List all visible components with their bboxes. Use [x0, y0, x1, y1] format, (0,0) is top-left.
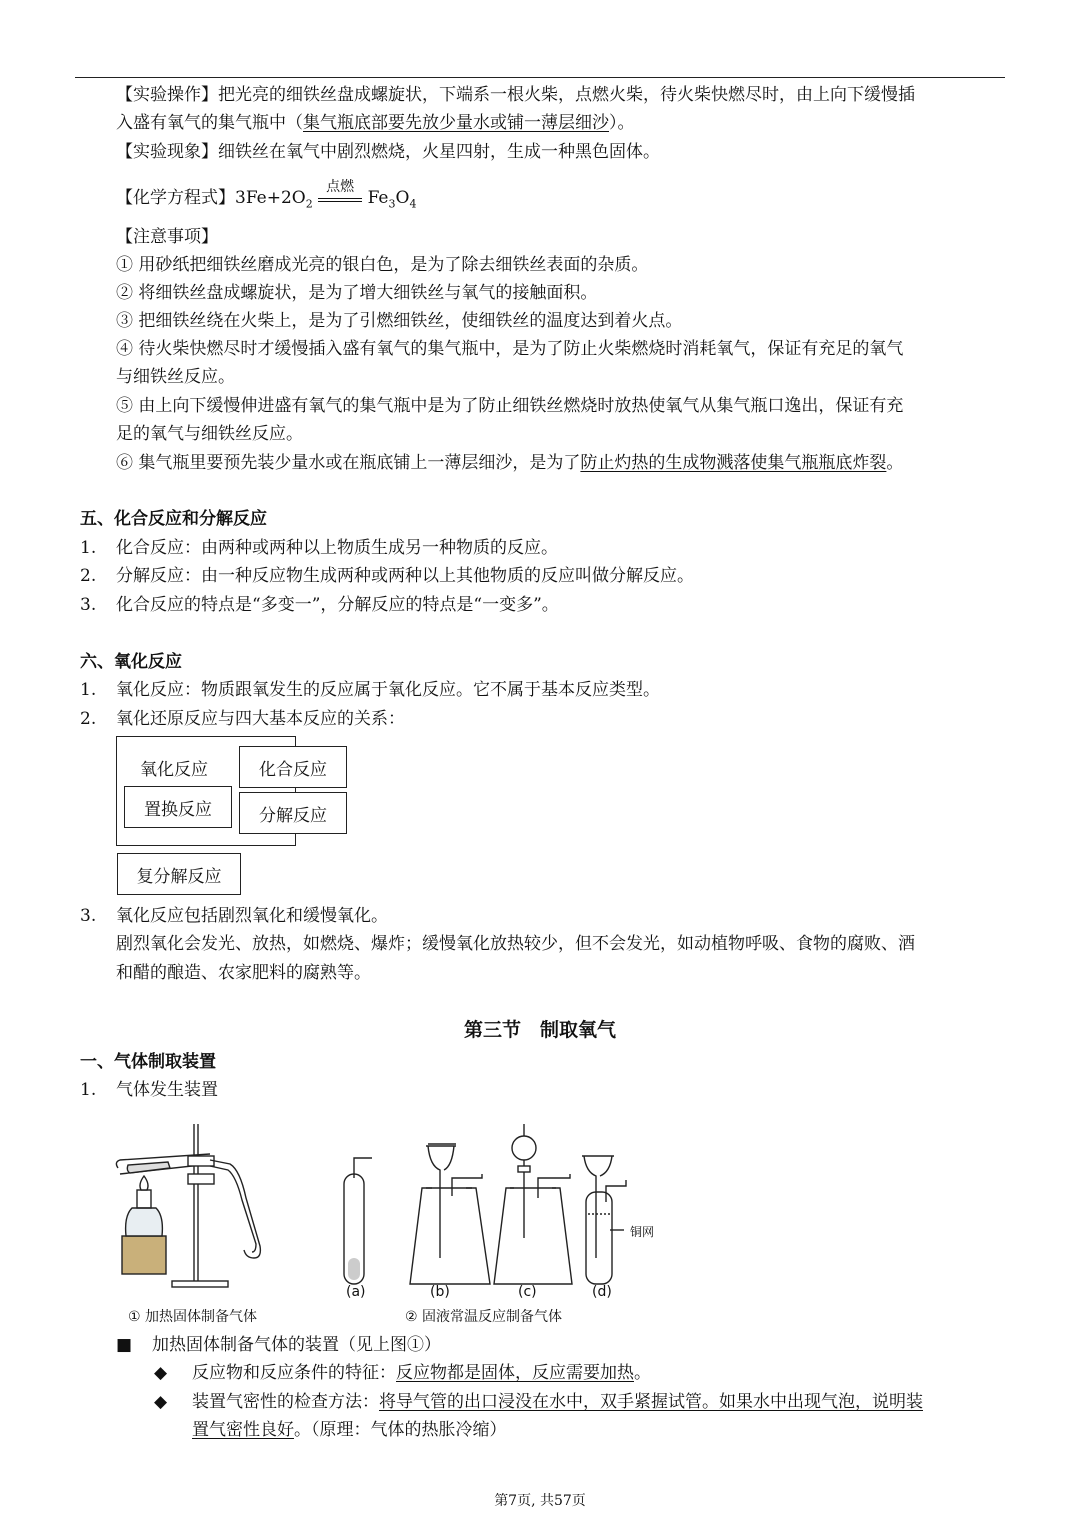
section-5-title: 五、化合反应和分解反应: [80, 509, 267, 529]
section-6-title: 六、氧化反应: [80, 652, 182, 672]
note-4-line1: ④ 待火柴快燃尽时才缓慢插入盛有氧气的集气瓶中，是为了防止火柴燃烧时消耗氧气，保证有充足的氧气: [116, 339, 904, 359]
bullet-square: ■: [116, 1335, 133, 1355]
section-title: 第三节 制取氧气: [463, 1019, 616, 1041]
apparatus-d: [582, 1156, 626, 1284]
combination-box: 化合反应: [239, 746, 347, 788]
heating-apparatus: [116, 1124, 260, 1287]
s5-item-1-num: 1.: [80, 538, 97, 558]
gas-generation-apparatus: [110, 1118, 670, 1308]
bullet-heating-apparatus: 加热固体制备气体的装置（见上图①）: [152, 1335, 441, 1355]
double-decomposition-box: 复分解反应: [117, 853, 241, 895]
note-1: ① 用砂纸把细铁丝磨成光亮的银白色，是为了除去细铁丝表面的杂质。: [116, 255, 649, 275]
s6-item-2: 氧化还原反应与四大基本反应的关系：: [116, 709, 405, 729]
s5-item-3-num: 3.: [80, 595, 97, 615]
label-a: (a): [346, 1284, 366, 1300]
s5-item-2: 分解反应：由一种反应物生成两种或两种以上其他物质的反应叫做分解反应。: [116, 566, 694, 586]
apparatus-c: [494, 1124, 572, 1284]
subsection-1-title: 一、气体制取装置: [80, 1052, 216, 1072]
label-d: (d): [592, 1284, 612, 1300]
caption-heating: ① 加热固体制备气体: [128, 1309, 258, 1325]
s5-item-3: 化合反应的特点是“多变一”，分解反应的特点是“一变多”。: [116, 595, 559, 615]
note-5-line1: ⑤ 由上向下缓慢伸进盛有氧气的集气瓶中是为了防止细铁丝燃烧时放热使氧气从集气瓶口逸出，保证有充: [116, 396, 904, 416]
note-5-line2: 足的氧气与细铁丝反应。: [116, 424, 303, 444]
page-number: 第7页, 共57页: [494, 1493, 586, 1509]
airtightness-check-line2: 置气密性良好。（原理：气体的热胀冷缩）: [192, 1420, 507, 1440]
reactant-features: 反应物和反应条件的特征：反应物都是固体，反应需要加热。: [192, 1363, 651, 1383]
oxidation-label: 氧化反应: [140, 760, 208, 780]
diamond-bullet-1: ◆: [154, 1363, 168, 1383]
apparatus-b: [410, 1144, 490, 1284]
s6-item-3-detail-1: 剧烈氧化会发光、放热，如燃烧、爆炸；缓慢氧化放热较少，但不会发光，如动植物呼吸、食物的腐败、酒: [116, 934, 915, 954]
s6-item-3-num: 3.: [80, 906, 97, 926]
displacement-box: 置换反应: [124, 786, 232, 828]
s5-item-1: 化合反应：由两种或两种以上物质生成另一种物质的反应。: [116, 538, 558, 558]
s6-item-1: 氧化反应：物质跟氧发生的反应属于氧化反应。它不属于基本反应类型。: [116, 680, 660, 700]
experiment-operation-line2: 入盛有氧气的集气瓶中（集气瓶底部要先放少量水或铺一薄层细沙）。: [116, 113, 635, 133]
caption-solid-liquid: ② 固液常温反应制备气体: [405, 1309, 563, 1325]
s6-item-3-detail-2: 和醋的酿造、农家肥料的腐熟等。: [116, 963, 371, 983]
diamond-bullet-2: ◆: [154, 1392, 168, 1412]
label-b: (b): [430, 1284, 450, 1300]
note-4-line2: 与细铁丝反应。: [116, 367, 235, 387]
chemical-equation: 【化学方程式】$3Fe+2O_2$ 点燃 $Fe_3O_4$: [116, 187, 416, 215]
notes-title: 【注意事项】: [116, 227, 218, 247]
s6-item-2-num: 2.: [80, 709, 97, 729]
s5-item-2-num: 2.: [80, 566, 97, 586]
note-3: ③ 把细铁丝绕在火柴上，是为了引燃细铁丝，使细铁丝的温度达到着火点。: [116, 311, 683, 331]
header-rule: [75, 77, 1005, 78]
note-6: ⑥ 集气瓶里要预先装少量水或在瓶底铺上一薄层细沙，是为了防止灼热的生成物溅落使集气瓶瓶底炸裂。: [116, 453, 904, 473]
equals-arrow: [318, 198, 362, 202]
s6-item-3: 氧化反应包括剧烈氧化和缓慢氧化。: [116, 906, 388, 926]
experiment-operation-line1: 【实验操作】把光亮的细铁丝盘成螺旋状，下端系一根火柴，点燃火柴，待火柴快燃尽时，由上向下缓慢插: [116, 85, 915, 105]
s3-item-1-num: 1.: [80, 1080, 97, 1100]
airtightness-check-line1: 装置气密性的检查方法：将导气管的出口浸没在水中，双手紧握试管。如果水中出现气泡，说明装: [192, 1392, 923, 1412]
decomposition-box: 分解反应: [239, 792, 347, 834]
apparatus-a: [344, 1158, 372, 1284]
reaction-condition: 点燃: [326, 178, 355, 195]
label-c: (c): [518, 1284, 537, 1300]
copper-mesh-label: 铜网: [630, 1225, 655, 1239]
note-2: ② 将细铁丝盘成螺旋状，是为了增大细铁丝与氧气的接触面积。: [116, 283, 598, 303]
experiment-phenomenon: 【实验现象】细铁丝在氧气中剧烈燃烧，火星四射，生成一种黑色固体。: [116, 142, 660, 162]
s6-item-1-num: 1.: [80, 680, 97, 700]
s3-item-1: 气体发生装置: [116, 1080, 218, 1100]
